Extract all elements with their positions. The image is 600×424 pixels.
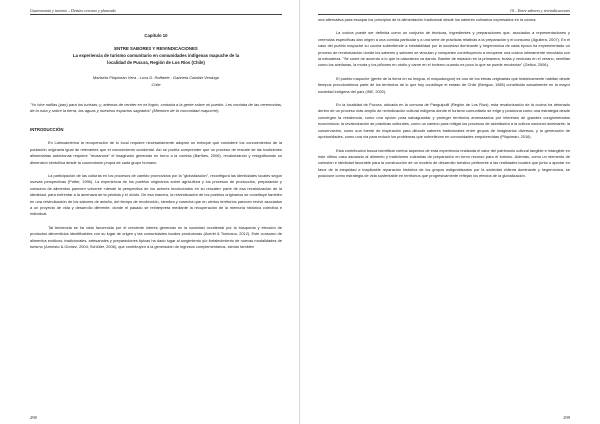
- chapter-title: [30, 45, 282, 66]
- right-page: [300, 0, 600, 424]
- epigraph-quote: "Yo hice rotillas (pan) para los turistas; y, además de vender en mi fogón, contaba a la gente sobre mi pueblo. Les contaba de las ceremonias, de la ruka y sobre la tierra, las aguas y nuestros espacios sagrados" (Miembro de la comunidad mapuche).: [30, 102, 282, 114]
- continuation-paragraph: una alternativa para escapar los principios de la alimentación tradicional desde los saberes culinarios expresados en la cocina.: [318, 17, 537, 22]
- body-paragraph: El pueblo mapuche (gente de la tierra en su lengua, el mapudungun) es uno de los etnias originarias que históricamente habitan desde tiempos precolombinos parte de los territorios de lo que hoy constituye el estado de Chile (Bengoa, 1985) constituido actualmente en la mayor sociedad indígena del país (INE, 2002).: [318, 75, 570, 94]
- body-paragraph: Esta contribución busca identificar ciertos aspectos de esta experiencia realizada el valor del patrimonio cultural tangible e intangible en este último caso asociado al alimento y tradiciones culinarias de preparación en torno recurso para el turismo. Además, como un elemento de cohesión e identidad favorable para la construcción de un modelo de desarrollo turístico pertinente a las realidades locales que junto a aportar en favor de la inequidad e inaplicable reparación histórica de los grupos estigmatizados por la sociedad chilena dominante y hegemónica, se posicione como estrategia de vida sustentable en territorios que progresivamente reflejan los efectos de la globalización.: [318, 147, 570, 179]
- authors-block: [30, 75, 282, 88]
- body-paragraph: La cocina puede ser definida como un conjunto de técnicas, ingredientes y preparaciones que, asociados a representaciones y creencias específicas dan origen a una comida particular y a una serie de prácticas relativas a la preparación y el consumo (Aguilera, 2007). En el caso del pueblo mapuche su cocina subentiende a inestabilidad por la sociedad dominante y hegemónica de cada época ha experimentado un proceso de revalorización donde los saberes y sabores se vinculan y comparten contribuyendo a recuperar una cocina íntimamente vinculada con la naturaleza. "Se come de acuerdo a lo que la naturaleza va dando. Bambe de estación en la primavera, frutas y verduras en el verano, semillas como los avellanas, la murta y los piñones en otoño y carne en el invierno cuando es poco lo que se puede recolectar" (Gelica, 2006).: [318, 30, 570, 68]
- right-header-rule: [318, 14, 570, 15]
- right-running-header: 10 – Entre sabores y reivindicaciones: [509, 8, 570, 13]
- title-line-3: localidad de Pucura, Región de Los Ríos (Chile): [107, 60, 205, 65]
- left-page-number: 298: [30, 415, 37, 420]
- author-names: Marisela Pilquimán Vera - Luca D. Raffaele - Gabriela Catalán Verdugo: [92, 75, 220, 80]
- chapter-label: Capítulo 10: [144, 33, 168, 38]
- left-header-rule: [30, 14, 282, 15]
- left-running-header: Gastronomía y turismo – Destino cercano y planeado: [30, 8, 116, 13]
- author-country: Chile: [151, 81, 161, 87]
- title-line-2: La experiencia de turismo comunitario en comunidades indígenas mapuche de la: [72, 53, 240, 58]
- body-paragraph: En Latinoamérica la recuperación de lo local requiere necesariamente adoptar un enfoque que considere los conocimientos de la población originaria igual de relevantes que el conocimiento occidental. Así se podría comprender que un proceso de rescate de las tradiciones alimentarias autóctonas requiere "reusaruna" el imaginario generado en torno a la comida (Barthes, 2006), revalorizando y resignificando su dimensión simbólica desde la cosmovisión propia de cada grupo humano.: [30, 140, 282, 165]
- title-line-1: ENTRE SABORES Y REIVINDICACIONES: [114, 46, 198, 51]
- right-page-number: 299: [563, 415, 570, 420]
- body-paragraph: La participación de las culturas en los procesos de cambio promovidos por la "globalización", reconfigura las identidades locales según nuevas perspectivas (Potter, 1996). La experiencia de los pueblos originarios sobre agricultura y los procesos de producción, preparación y consumo de alimentos parecen volverse «desde la perspectiva de los actores involucrados en su rescate» parte de esa revalorización de la identidad, para enfrentar a la amenaza de la pérdida y el olvido. De esa manera, la reivindicación de los pueblos originarios se constituye también en una reivindicación de los sabores de antaño, del tiempo de recolección, siembra y cosecha que en ciertos territorios parecen revivir asociados a un proyecto de vida y desarrollo diferente, donde el pasado se reinterpreta mediante la recuperación de la memoria histórica colectiva e individual.: [30, 173, 282, 217]
- body-paragraph: En la localidad de Pucura, ubicada en la comuna de Panguipulli (Región de Los Ríos), esta revalorización de la cocina ha detonado dentro de un proceso más amplio de revindicación cultural indígena donde el turismo comunitario se erige y posiciona como una estrategia desde convergen la resistencia, como una opción para salvaguardar y proteger territorios amenazados por intereses de grandes conglomerados económicos: la revalorización de prácticas culturales, como un camino para mitigar los procesos de asimilación a la cultura nacional dominante; la conservación, como una fuente de inspiración para difundir saberes tradicionales entre grupos de imaginarios diversos, y la generación de oportunidades, como una vía para reducir los problemas que sobrellevan en comunidades empobrecidas (Pilquimán, 2016).: [318, 102, 570, 140]
- body-paragraph: Tal tendencia se ha visto favorecida por el creciente interés generado en la sociedad occidental por la búsqueda y elección de productos alimenticios identificables con su lugar de origen y las comunidades locales productoras (Acerbi & Torricano, 2012). Este consumo de alimentos exóticos, tradicionales, artesanales y preparaciones típicas ha dado lugar al surgimiento y/o fortalecimiento de nuevas modalidades de turismo (Armesto & Gómez, 2004; Schlüter, 2006), que contribuyen a la generación de ingresos complementarios, siendo también: [30, 224, 282, 250]
- section-heading: INTRODUCCIÓN: [30, 127, 64, 133]
